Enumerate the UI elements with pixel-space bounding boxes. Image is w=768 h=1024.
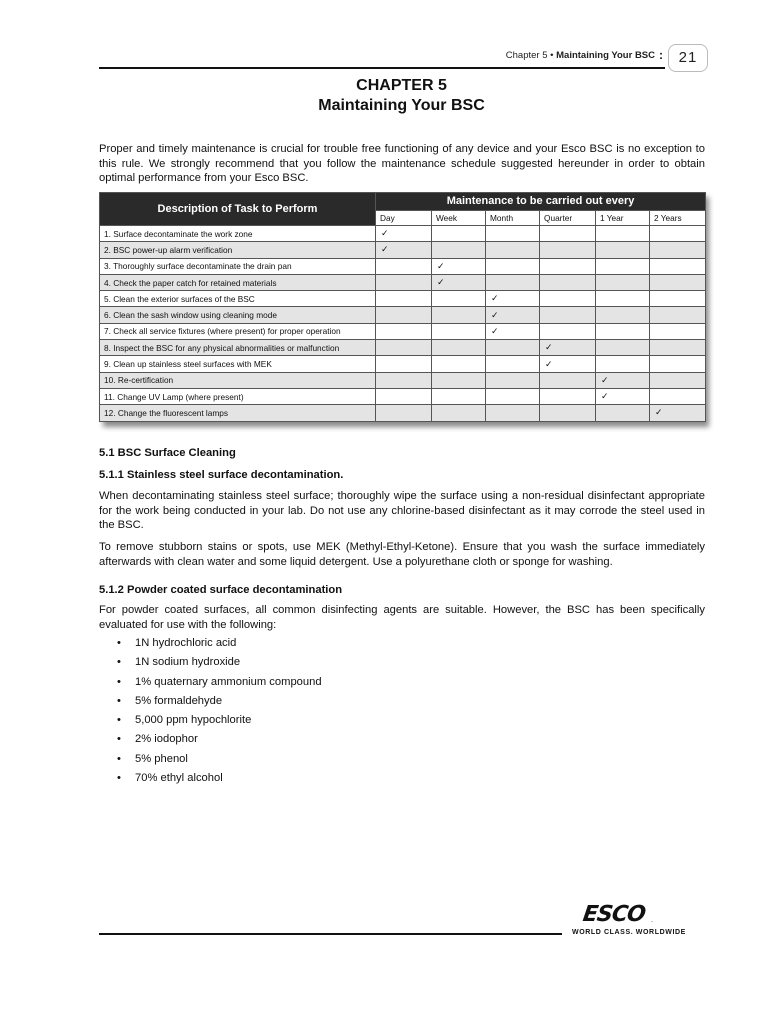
empty-cell [432,323,486,339]
empty-cell [376,405,432,421]
header-chapter-ref: Chapter 5 [505,50,548,61]
empty-cell [596,258,650,274]
section-heading-5-1-2: 5.1.2 Powder coated surface decontamination [99,584,343,596]
empty-cell [650,226,706,242]
frequency-group-header: Maintenance to be carried out every [376,193,706,211]
empty-cell [486,258,540,274]
task-description: 10. Re-certification [100,372,376,388]
list-item-text: 1N sodium hydroxide [135,656,241,669]
table-row [100,340,706,356]
check-mark-icon: ✓ [486,291,540,307]
running-header [506,50,655,61]
empty-cell [486,405,540,421]
empty-cell [376,274,432,290]
empty-cell [596,405,650,421]
empty-cell [650,242,706,258]
bullet-icon: • [117,772,121,785]
list-item [99,634,322,653]
list-item-text: 2% iodophor [135,733,198,746]
task-description: 11. Change UV Lamp (where present) [100,388,376,404]
empty-cell [486,388,540,404]
empty-cell [540,405,596,421]
empty-cell [486,242,540,258]
empty-cell [650,388,706,404]
empty-cell [596,340,650,356]
bullet-icon: • [117,714,121,727]
empty-cell [432,307,486,323]
table-row [100,291,706,307]
list-item-text: 70% ethyl alcohol [135,772,223,785]
header-colon: : [659,48,663,62]
empty-cell [540,372,596,388]
empty-cell [596,356,650,372]
empty-cell [432,340,486,356]
list-item-text: 1% quaternary ammonium compound [135,675,322,688]
empty-cell [376,356,432,372]
empty-cell [596,307,650,323]
paragraph-powder-coated: For powder coated surfaces, all common disinfecting agents are suitable. However, the BSC has been specifically evaluated for use with the following: [99,604,705,631]
empty-cell [650,356,706,372]
empty-cell [650,291,706,307]
list-item-text: 5% phenol [135,752,188,765]
table-row [100,323,706,339]
table-row [100,274,706,290]
list-item [99,692,322,711]
check-mark-icon: ✓ [596,372,650,388]
chapter-number: CHAPTER 5 [356,77,447,94]
empty-cell [650,340,706,356]
empty-cell [486,274,540,290]
maintenance-table [99,192,706,422]
empty-cell [650,372,706,388]
table-row [100,405,706,421]
check-mark-icon: ✓ [540,356,596,372]
empty-cell [650,307,706,323]
check-mark-icon: ✓ [596,388,650,404]
table-row [100,388,706,404]
bullet-icon: • [117,694,121,707]
task-description: 8. Inspect the BSC for any physical abnormalities or malfunction [100,340,376,356]
empty-cell [432,405,486,421]
task-description: 12. Change the fluorescent lamps [100,405,376,421]
table-row [100,226,706,242]
logo-tagline: WORLD CLASS. WORLDWIDE [572,929,686,936]
paragraph-stainless-1: When decontaminating stainless steel surface; thoroughly wipe the surface using a non-residual disinfectant appropriate for the work being conducted in your lab. Do not use any chlorine-based disinfectant as it may corrode the steel used in the BSC. [99,490,705,531]
task-description: 5. Clean the exterior surfaces of the BSC [100,291,376,307]
list-item [99,750,322,769]
section-heading-5-1: 5.1 BSC Surface Cleaning [99,447,236,459]
freq-header-2-years: 2 Years [650,210,706,225]
check-mark-icon: ✓ [432,274,486,290]
empty-cell [486,372,540,388]
check-mark-icon: ✓ [540,340,596,356]
header-chapter-name: Maintaining Your BSC [556,50,655,61]
empty-cell [540,226,596,242]
table-row [100,356,706,372]
list-item [99,769,322,788]
empty-cell [376,323,432,339]
logo-mark: . [651,917,653,924]
empty-cell [596,291,650,307]
check-mark-icon: ✓ [432,258,486,274]
empty-cell [432,372,486,388]
task-description: 7. Check all service fixtures (where present) for proper operation [100,323,376,339]
empty-cell [540,274,596,290]
empty-cell [540,323,596,339]
check-mark-icon: ✓ [486,307,540,323]
chapter-title: Maintaining Your BSC [318,97,485,114]
section-heading-5-1-1: 5.1.1 Stainless steel surface decontamination. [99,469,344,481]
empty-cell [650,258,706,274]
table-row [100,242,706,258]
list-item [99,730,322,749]
task-description: 1. Surface decontaminate the work zone [100,226,376,242]
empty-cell [650,323,706,339]
chapter-heading [0,76,768,116]
freq-header-1-year: 1 Year [596,210,650,225]
empty-cell [540,258,596,274]
freq-header-quarter: Quarter [540,210,596,225]
empty-cell [486,356,540,372]
task-description: 3. Thoroughly surface decontaminate the drain pan [100,258,376,274]
task-description: 2. BSC power-up alarm verification [100,242,376,258]
paragraph-stainless-2: To remove stubborn stains or spots, use MEK (Methyl-Ethyl-Ketone). Ensure that you wash the surface immediately afterwards with clean water and some liquid detergent. Use a polyurethane cloth or sponge for washing. [99,541,705,568]
empty-cell [650,274,706,290]
footer-rule [99,933,562,935]
check-mark-icon: ✓ [486,323,540,339]
empty-cell [486,226,540,242]
task-description: 6. Clean the sash window using cleaning mode [100,307,376,323]
list-item-text: 5% formaldehyde [135,694,223,707]
bullet-icon: • [117,752,121,765]
bullet-icon: • [117,637,121,649]
list-item-text: 1N hydrochloric acid [135,637,237,649]
header-rule [99,67,665,69]
empty-cell [540,307,596,323]
empty-cell [376,388,432,404]
empty-cell [540,291,596,307]
table-row [100,372,706,388]
table-row [100,307,706,323]
empty-cell [540,388,596,404]
empty-cell [376,372,432,388]
task-description: 4. Check the paper catch for retained materials [100,274,376,290]
empty-cell [486,340,540,356]
maintenance-table-body [100,226,706,422]
task-description: 9. Clean up stainless steel surfaces with MEK [100,356,376,372]
empty-cell [432,226,486,242]
task-column-header: Description of Task to Perform [100,193,376,226]
list-item [99,653,322,672]
empty-cell [540,242,596,258]
table-row [100,258,706,274]
page-number: 21 [668,44,708,72]
list-item [99,673,322,692]
check-mark-icon: ✓ [376,226,432,242]
bullet-icon: • [117,733,121,746]
empty-cell [376,340,432,356]
bullet-icon: • [117,656,121,669]
freq-header-day: Day [376,210,432,225]
list-item [99,711,322,730]
maintenance-table-container [99,192,705,422]
empty-cell [596,323,650,339]
empty-cell [596,226,650,242]
intro-paragraph: Proper and timely maintenance is crucial for trouble free functioning of any device and your Esco BSC is no exception to this rule. We strongly recommend that you follow the maintenance schedule suggested hereunder in order to obtain optimal performance from your Esco BSC. [99,143,705,184]
logo-brand: ESCO [581,902,647,927]
empty-cell [376,258,432,274]
check-mark-icon: ✓ [376,242,432,258]
empty-cell [596,242,650,258]
freq-header-month: Month [486,210,540,225]
empty-cell [432,291,486,307]
empty-cell [376,307,432,323]
bullet-icon: • [117,675,121,688]
header-separator: • [550,50,554,61]
check-mark-icon: ✓ [650,405,706,421]
disinfectant-list [99,634,322,788]
empty-cell [376,291,432,307]
empty-cell [596,274,650,290]
empty-cell [432,388,486,404]
freq-header-week: Week [432,210,486,225]
list-item-text: 5,000 ppm hypochlorite [135,714,252,727]
empty-cell [432,242,486,258]
empty-cell [432,356,486,372]
